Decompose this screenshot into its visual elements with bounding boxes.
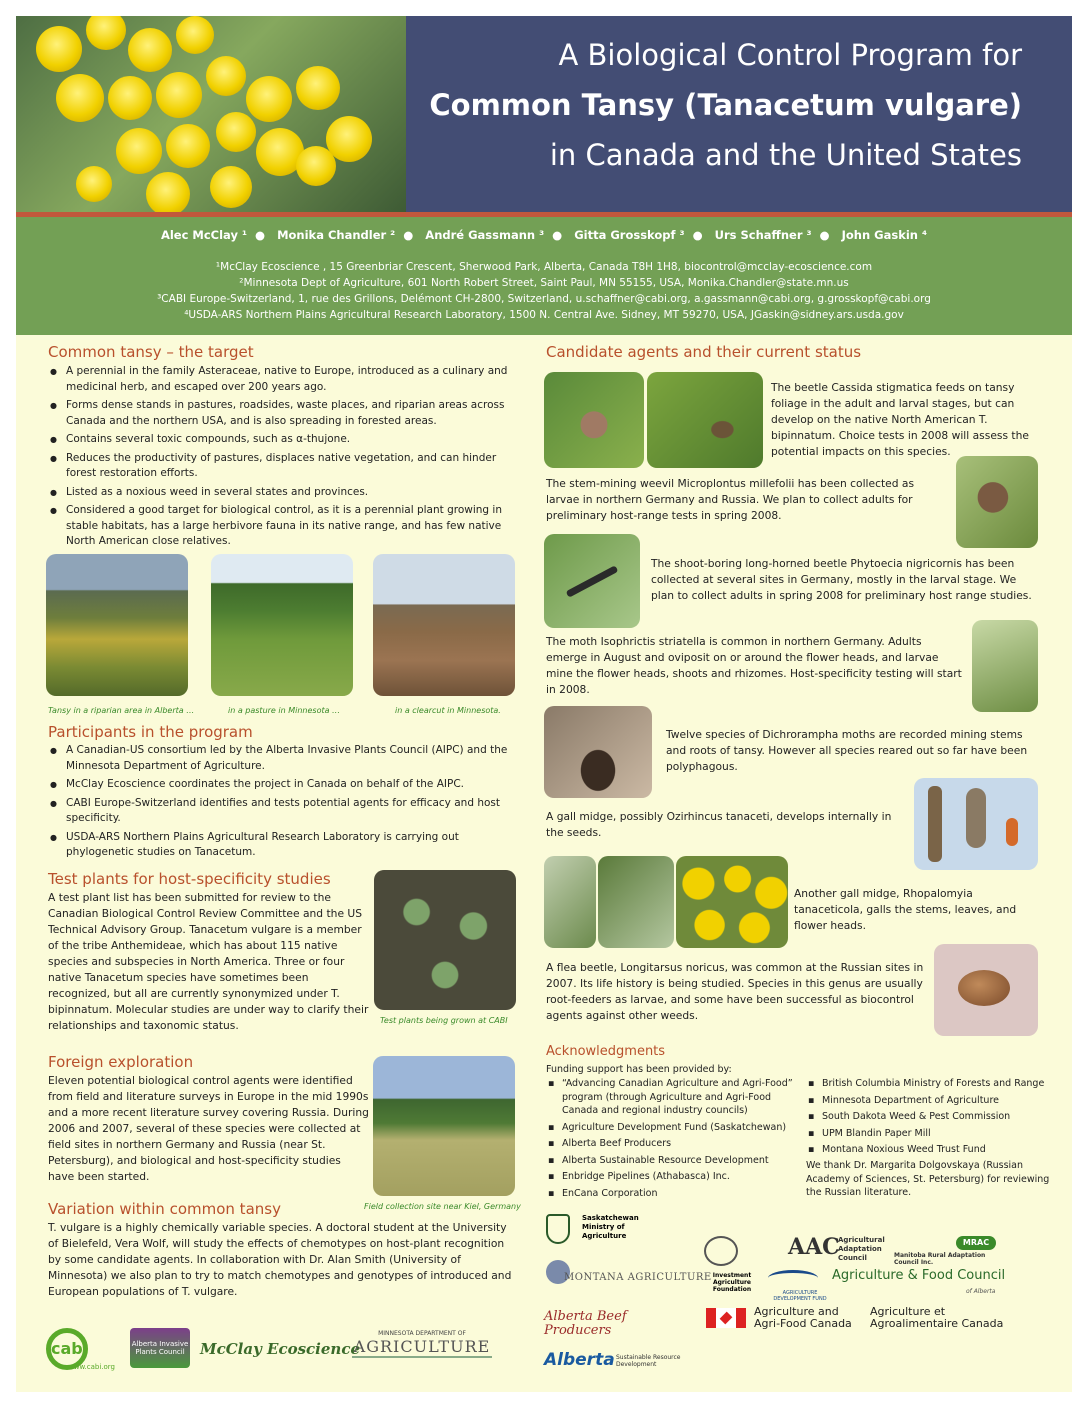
ack-left-list bbox=[546, 1077, 796, 1203]
cabi-url: www.cabi.org bbox=[68, 1363, 115, 1371]
affiliation-1: ¹McClay Ecoscience , 15 Greenbriar Crescent, Sherwood Park, Alberta, Canada T8H 1H8, biocontrol@mcclay-ecoscience.com bbox=[215, 261, 873, 273]
canada-flag-icon bbox=[706, 1308, 746, 1328]
photo-caption: in a clearcut in Minnesota. bbox=[395, 706, 501, 715]
aafc-fr-logo: Agriculture et Agroalimentaire Canada bbox=[870, 1305, 1004, 1330]
longitarsus-photo bbox=[934, 944, 1038, 1036]
list-item: ● Contains several toxic compounds, such as α-thujone. bbox=[48, 432, 518, 448]
agent-ozirhincus: A gall midge, possibly Ozirhincus tanaceti, develops internally in the seeds. bbox=[546, 810, 892, 839]
author-separator: ● bbox=[403, 228, 414, 242]
list-item: ● USDA-ARS Northern Plains Agricultural Research Laboratory is carrying out phylogenetic studies on Tanacetum. bbox=[48, 830, 518, 861]
agent-cassida: The beetle Cassida stigmatica feeds on tansy foliage in the adult and larval stages, but can develop on the native North American T. bipinnatum. Choice tests in 2008 will assess the potential impacts on this species. bbox=[771, 381, 1029, 458]
section-heading-variation: Variation within common tansy bbox=[48, 1200, 281, 1218]
agent-longitarsus: A flea beetle, Longitarsus noricus, was common at the Russian sites in 2007. Its life history is being studied. Species in this genus are usually root-feeders as larvae, and some have been successful as biocontrol agents against other weeds. bbox=[546, 961, 924, 1022]
list-item: ● Considered a good target for biological control, as it is a perennial plant growing in stable habitats, has a large herbivore fauna in its native range, and has few native North American close relatives. bbox=[48, 503, 518, 550]
list-item: ● Listed as a noxious weed in several states and provinces. bbox=[48, 485, 518, 501]
field-site-photo bbox=[373, 1056, 515, 1196]
exploration-text: Eleven potential biological control agents were identified from field and literature surveys in Europe in the mid 1990s and a more recent literature survey covering Russia. During 2006 and 2007, several of these species were collected at field sites in northern Germany and Russia (near St. Petersburg), and biological and host-specificity studies have been started. bbox=[48, 1074, 369, 1183]
rhopalomyia-photo-1 bbox=[544, 856, 596, 948]
list-item: ▪ Alberta Sustainable Resource Development bbox=[546, 1154, 796, 1168]
dichrorampha-photo bbox=[544, 706, 652, 798]
phytoecia-photo bbox=[544, 534, 640, 628]
list-item: ▪ EnCana Corporation bbox=[546, 1187, 796, 1201]
mrac-logo: MRAC bbox=[956, 1236, 996, 1250]
photo-caption: Test plants being grown at CABI bbox=[380, 1016, 508, 1025]
list-item: ▪ Montana Noxious Weed Trust Fund bbox=[806, 1143, 1056, 1157]
poster-title-line-2: Common Tansy (Tanacetum vulgare) bbox=[429, 88, 1022, 122]
section-heading-participants: Participants in the program bbox=[48, 723, 253, 741]
author-6: John Gaskin ⁴ bbox=[841, 228, 928, 242]
list-item: ● Forms dense stands in pastures, roadsides, waste places, and riparian areas across Canada and the northern USA, and is also spreading in forested areas. bbox=[48, 398, 518, 429]
rhopalomyia-photo-2 bbox=[598, 856, 674, 948]
list-item: ● A perennial in the family Asteraceae, native to Europe, introduced as a culinary and medicinal herb, and escaped over 200 years ago. bbox=[48, 364, 518, 395]
photo-caption: in a pasture in Minnesota … bbox=[228, 706, 341, 715]
agent-rhopalomyia: Another gall midge, Rhopalomyia tanaceticola, galls the stems, leaves, and flower heads. bbox=[794, 887, 1017, 932]
ozirhincus-photo bbox=[914, 778, 1038, 870]
target-bullet-list bbox=[48, 364, 518, 553]
poster bbox=[16, 16, 1072, 1392]
ack-right-list bbox=[806, 1077, 1056, 1160]
author-separator: ● bbox=[692, 228, 703, 242]
section-heading-acknowledgments: Acknowledgments bbox=[546, 1044, 666, 1059]
agent-dichrorampha: Twelve species of Dichrorampha moths are recorded mining stems and roots of tansy. However all species reared out so far have been polyphagous. bbox=[666, 728, 1028, 773]
list-item: ▪ British Columbia Ministry of Forests and Range bbox=[806, 1077, 1056, 1091]
isophrictis-photo bbox=[972, 620, 1038, 712]
iaf-logo: Investment Agriculture Foundation bbox=[712, 1272, 752, 1293]
cassida-photo-1 bbox=[544, 372, 644, 468]
iaf-emblem-icon bbox=[704, 1236, 738, 1266]
agent-phytoecia: The shoot-boring long-horned beetle Phytoecia nigricornis has been collected at several sites in Germany, mostly in the larval stage. We plan to collect adults in spring 2008 for preliminary host range studies. bbox=[651, 557, 1032, 602]
ack-thanks: We thank Dr. Margarita Dolgovskaya (Russian Academy of Sciences, St. Petersburg) for reviewing the Russian literature. bbox=[806, 1160, 1050, 1198]
list-item: ▪ “Advancing Canadian Agriculture and Agri-Food” program (through Agriculture and Agri-Food Canada and regional industry councils) bbox=[546, 1077, 796, 1118]
tansy-flowers-photo bbox=[16, 16, 406, 212]
list-item: ● CABI Europe-Switzerland identifies and tests potential agents for efficacy and host specificity. bbox=[48, 796, 518, 827]
srd-logo: Sustainable Resource Development bbox=[616, 1354, 681, 1368]
riparian-photo bbox=[46, 554, 188, 696]
mcclay-logo: McClay Ecoscience bbox=[200, 1340, 361, 1358]
clearcut-photo bbox=[373, 554, 515, 696]
ack-intro: Funding support has been provided by: bbox=[546, 1064, 732, 1075]
author-5: Urs Schaffner ³ bbox=[714, 228, 812, 242]
afc-logo: Agriculture & Food Council bbox=[832, 1268, 1006, 1283]
agent-microplontus: The stem-mining weevil Microplontus millefolii has been collected as larvae in northern Germany and Russia. We plan to collect adults for preliminary host-range tests in spring 2008. bbox=[546, 477, 915, 522]
ardc-swoosh-icon bbox=[768, 1270, 818, 1286]
poster-title-line-3: in Canada and the United States bbox=[549, 138, 1022, 172]
section-heading-target: Common tansy – the target bbox=[48, 343, 254, 361]
section-heading-exploration: Foreign exploration bbox=[48, 1053, 194, 1071]
author-list bbox=[16, 228, 1072, 242]
alberta-logo: Alberta bbox=[544, 1350, 615, 1370]
montana-logo: MONTANA AGRICULTURE bbox=[564, 1272, 712, 1283]
ardc-logo: AGRICULTURE DEVELOPMENT FUND bbox=[773, 1290, 827, 1302]
cassida-photo-2 bbox=[647, 372, 763, 468]
sask-logo: Saskatchewan Ministry of Agriculture bbox=[582, 1214, 639, 1240]
affiliation-2: ²Minnesota Dept of Agriculture, 601 North Robert Street, Saint Paul, MN 55155, USA, Monika.Chandler@state.mn.us bbox=[239, 277, 849, 289]
list-item: ▪ South Dakota Weed & Pest Commission bbox=[806, 1110, 1056, 1124]
author-2: Monika Chandler ² bbox=[277, 228, 396, 242]
author-4: Gitta Grosskopf ³ bbox=[574, 228, 685, 242]
mda-logo-top: MINNESOTA DEPARTMENT OF bbox=[378, 1330, 466, 1337]
mda-logo bbox=[352, 1330, 492, 1358]
microplontus-photo bbox=[956, 456, 1038, 548]
list-item: ▪ Agriculture Development Fund (Saskatchewan) bbox=[546, 1121, 796, 1135]
list-item: ▪ UPM Blandin Paper Mill bbox=[806, 1127, 1056, 1141]
affiliation-4: ⁴USDA-ARS Northern Plains Agricultural Research Laboratory, 1500 N. Central Ave. Sidney, MT 59270, USA, JGaskin@sidney.ars.usda.gov bbox=[184, 309, 904, 321]
section-heading-test-plants: Test plants for host-specificity studies bbox=[48, 870, 331, 888]
photo-caption: Field collection site near Kiel, Germany bbox=[364, 1202, 521, 1211]
mrac-text: Manitoba Rural Adaptation Council Inc. bbox=[894, 1252, 986, 1266]
aac-mark-icon: AAC bbox=[788, 1234, 840, 1260]
section-heading-candidates: Candidate agents and their current status bbox=[546, 343, 862, 361]
aipc-logo: Alberta Invasive Plants Council bbox=[130, 1328, 190, 1368]
list-item: ● A Canadian-US consortium led by the Alberta Invasive Plants Council (AIPC) and the Minnesota Department of Agriculture. bbox=[48, 743, 518, 774]
mda-logo-text: AGRICULTURE bbox=[353, 1337, 491, 1356]
variation-text: T. vulgare is a highly chemically variable species. A doctoral student at the University of Bielefeld, Vera Wolf, will study the effects of chemotypes on host-plant recognition by some candidate agents. In collaboration with Dr. Alan Smith (University of Minnesota) we also plan to try to match chemotypes and genotypes of introduced and European populations of T. vulgare. bbox=[48, 1221, 512, 1298]
author-separator: ● bbox=[255, 228, 266, 242]
agent-isophrictis: The moth Isophrictis striatella is common in northern Germany. Adults emerge in August and oviposit on or around the flower heads, and larvae mine the flower heads, shoots and rhizomes. Host-specificity testing will start in 2008. bbox=[546, 635, 962, 696]
poster-title-line-1: A Biological Control Program for bbox=[558, 38, 1022, 72]
aac-logo: Agricultural Adaptation Council bbox=[838, 1236, 885, 1262]
affiliation-3: ³CABI Europe-Switzerland, 1, rue des Grillons, Delémont CH-2800, Switzerland, u.schaffner@cabi.org, a.gassmann@cabi.org, g.grosskopf@cabi.org bbox=[157, 293, 931, 305]
list-item: ● Reduces the productivity of pastures, displaces native vegetation, and can hinder forest restoration efforts. bbox=[48, 451, 518, 482]
aafc-en-logo: Agriculture and Agri-Food Canada bbox=[754, 1305, 852, 1330]
author-3: André Gassmann ³ bbox=[425, 228, 545, 242]
header-banner bbox=[16, 16, 1072, 212]
list-item: ▪ Alberta Beef Producers bbox=[546, 1137, 796, 1151]
rhopalomyia-photo-3 bbox=[676, 856, 788, 948]
photo-caption: Tansy in a riparian area in Alberta … bbox=[48, 706, 195, 715]
participants-bullet-list bbox=[48, 743, 518, 864]
saskatchewan-crest-icon bbox=[546, 1214, 570, 1244]
list-item: ▪ Enbridge Pipelines (Athabasca) Inc. bbox=[546, 1170, 796, 1184]
afc-sub: of Alberta bbox=[966, 1288, 996, 1295]
list-item: ▪ Minnesota Department of Agriculture bbox=[806, 1094, 1056, 1108]
authors-bar bbox=[16, 217, 1072, 335]
test-plants-photo bbox=[374, 870, 516, 1010]
author-separator: ● bbox=[552, 228, 563, 242]
test-plants-text: A test plant list has been submitted for review to the Canadian Biological Control Review Committee and the US Technical Advisory Group. Tanacetum vulgare is a member of the tribe Anthemideae, which has about 115 native species and subspecies in North America. Three or four native Tanacetum species have sometimes been recognized, but all are currently synonymized under T. bipinnatum. Molecular studies are under way to clarify their relationships and taxonomic status. bbox=[48, 891, 369, 1032]
author-separator: ● bbox=[819, 228, 830, 242]
abp-logo: Alberta Beef Producers bbox=[544, 1309, 627, 1338]
cabi-logo: cabi bbox=[46, 1328, 88, 1370]
list-item: ● McClay Ecoscience coordinates the project in Canada on behalf of the AIPC. bbox=[48, 777, 518, 793]
pasture-photo bbox=[211, 554, 353, 696]
author-1: Alec McClay ¹ bbox=[160, 228, 248, 242]
